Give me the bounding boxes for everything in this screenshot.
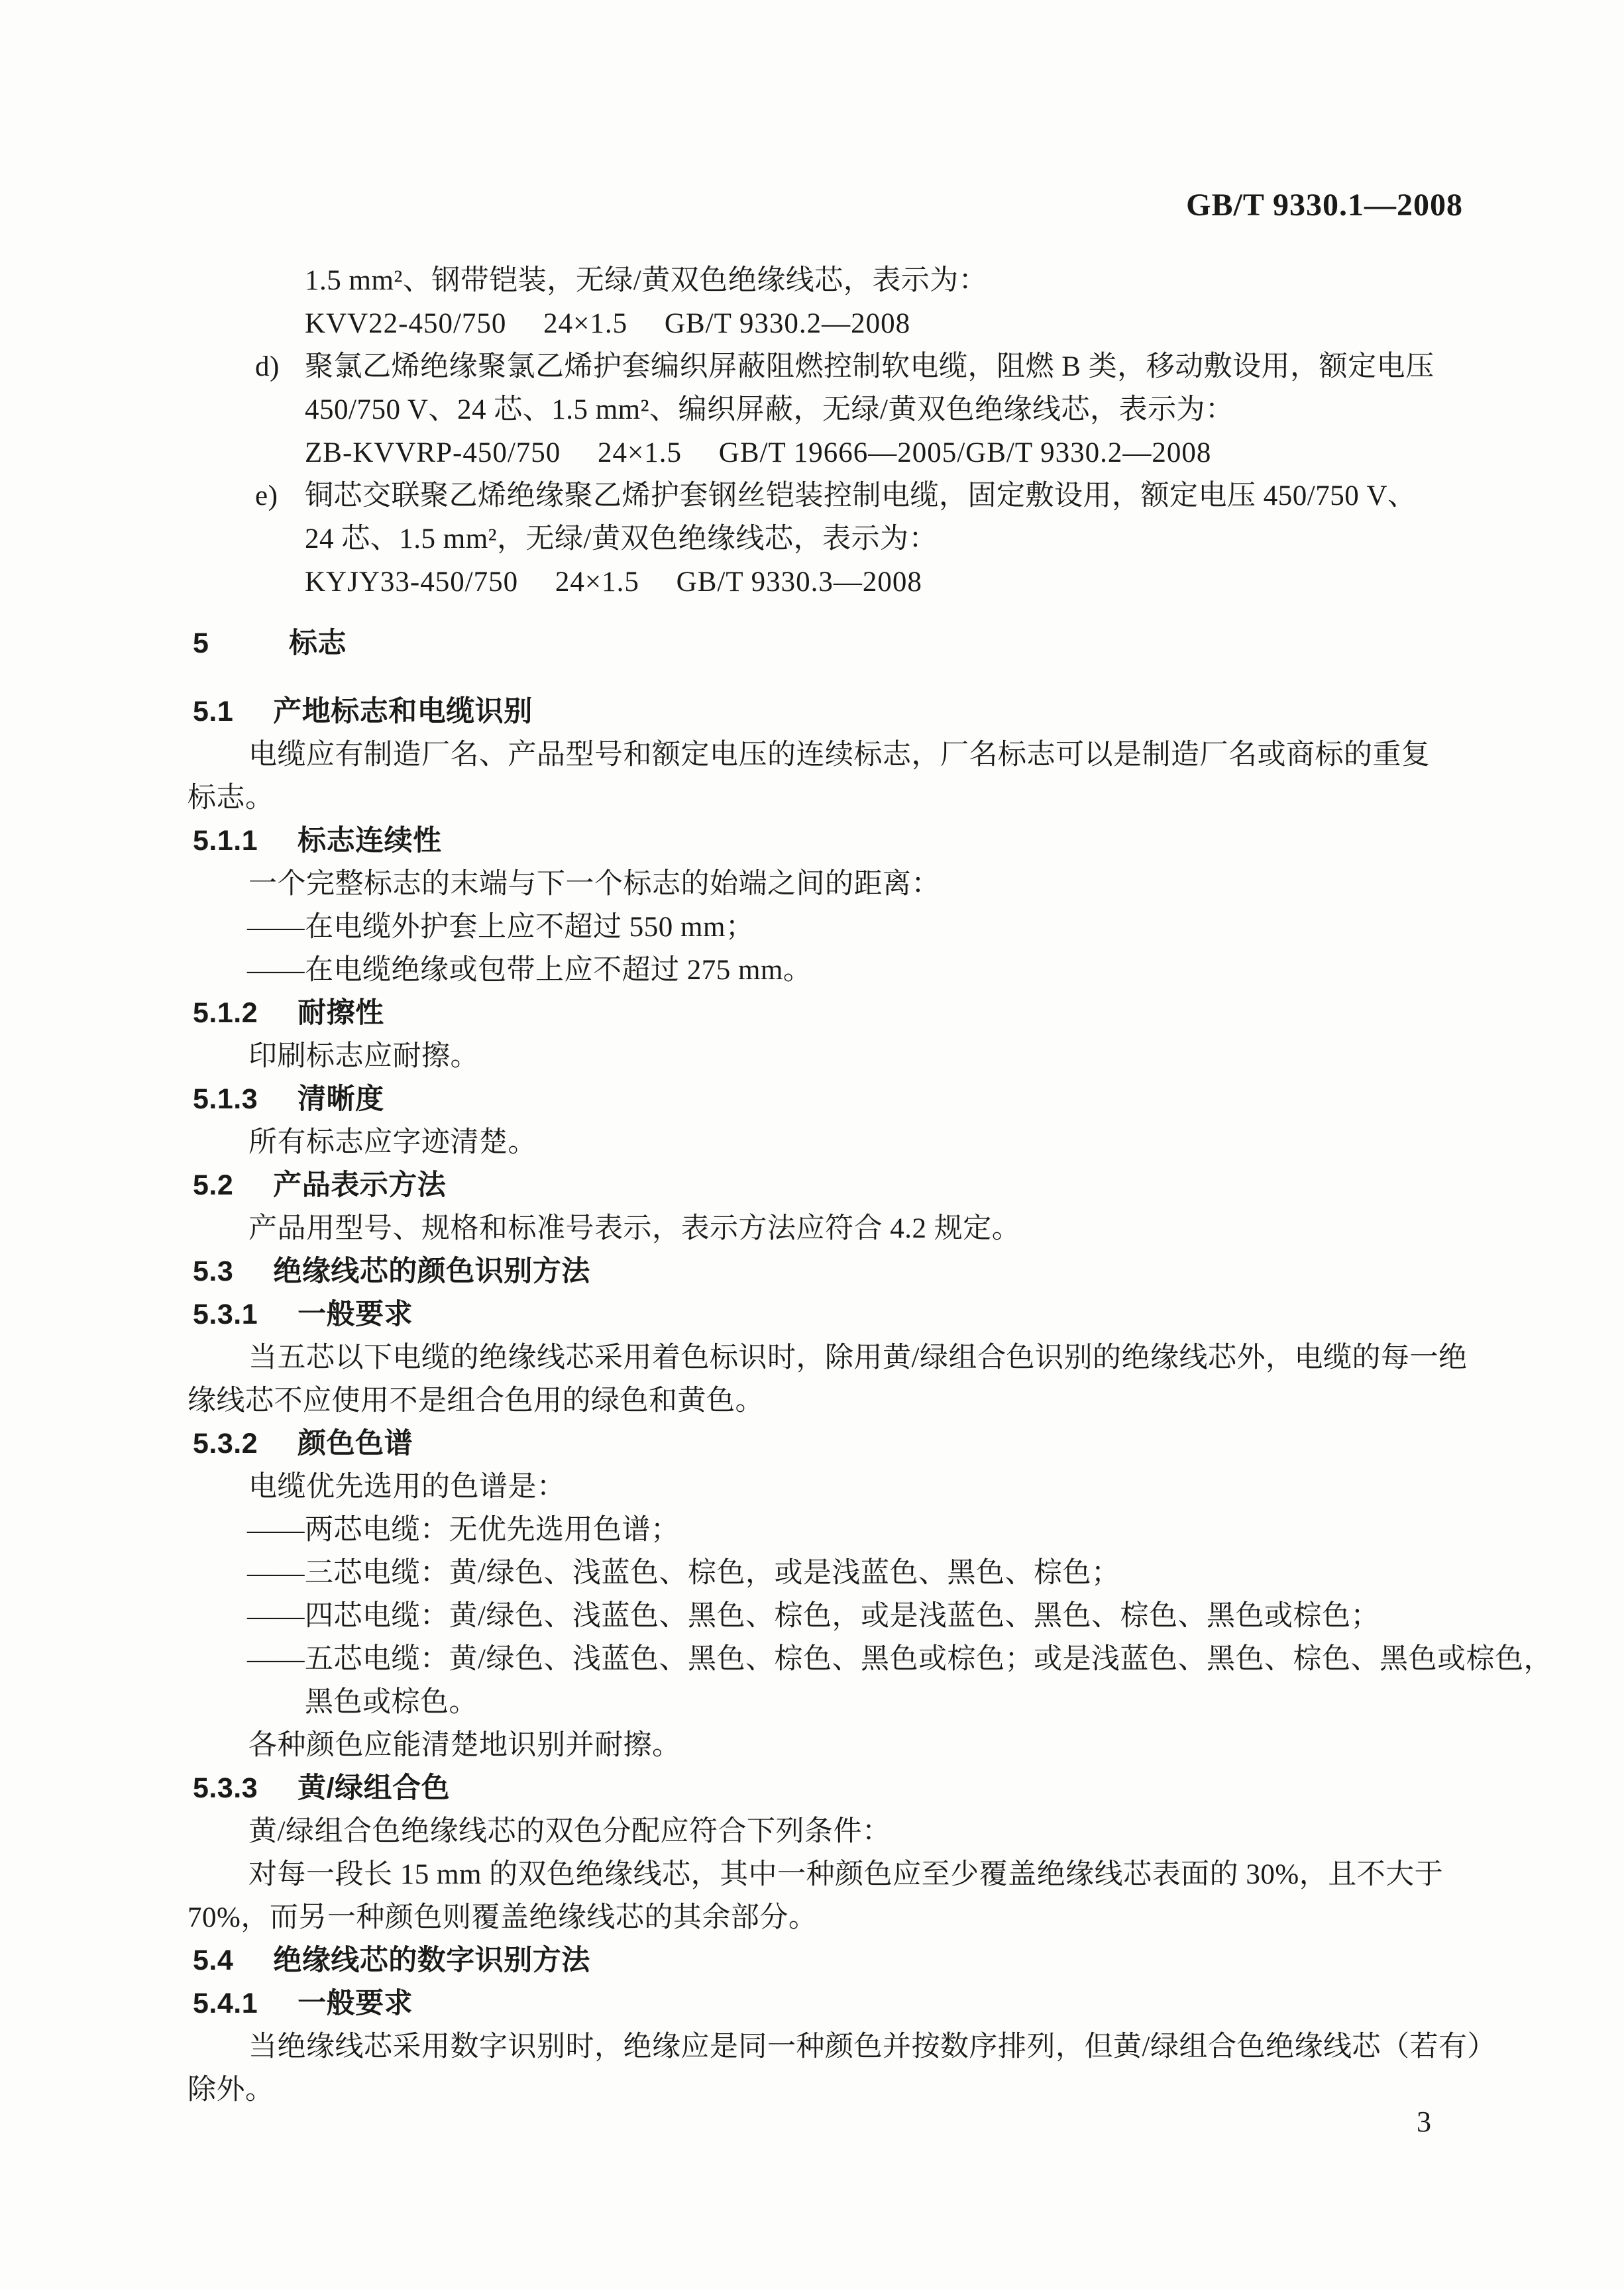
section-heading	[188, 992, 1473, 1035]
heading-number: 5.3.3	[193, 1772, 258, 1804]
heading-title: 一般要求	[298, 1988, 413, 2019]
dash-list-item: ——在电缆外护套上应不超过 550 mm；	[247, 912, 755, 943]
heading-number: 5.4	[193, 1944, 234, 1976]
list-item	[188, 345, 1473, 388]
section-heading	[188, 820, 1473, 863]
paragraph-line: 缘线芯不应使用不是组合色用的绿色和黄色。	[188, 1385, 764, 1416]
heading-title: 产地标志和电缆识别	[273, 696, 533, 727]
section-heading	[188, 1164, 1473, 1207]
paragraph-line: 电缆优先选用的色谱是：	[248, 1471, 566, 1503]
heading-title: 耐擦性	[298, 997, 384, 1029]
heading-title: 清晰度	[298, 1083, 384, 1115]
page-number: 3	[1417, 2105, 1431, 2138]
heading-number: 5.1	[193, 696, 234, 727]
list-item	[188, 474, 1473, 517]
heading-number: 5.3.2	[193, 1428, 258, 1460]
heading-number: 5.1.1	[193, 825, 258, 857]
section-heading	[188, 1767, 1473, 1810]
heading-number: 5.1.3	[193, 1083, 258, 1115]
section-heading	[188, 1422, 1473, 1465]
dash-list-continuation: 黑色或棕色。	[305, 1687, 478, 1718]
cable-designation-line: ZB-KVVRP-450/750 24×1.5 GB/T 19666—2005/GB/T 9330.2—2008	[305, 437, 1212, 468]
paragraph-line: 70%，而另一种颜色则覆盖绝缘线芯的其余部分。	[188, 1902, 818, 1933]
paragraph-line: 当五芯以下电缆的绝缘线芯采用着色标识时，除用黄/绿组合色识别的绝缘线芯外，电缆的每一绝	[248, 1342, 1468, 1373]
list-item-continuation: 1.5 mm²、钢带铠装，无绿/黄双色绝缘线芯，表示为：	[305, 265, 988, 296]
list-item-continuation: 450/750 V、24 芯、1.5 mm²、编织屏蔽，无绿/黄双色绝缘线芯，表示为：	[305, 394, 1234, 425]
heading-title: 标志连续性	[298, 825, 442, 857]
dash-list-item: ——在电缆绝缘或包带上应不超过 275 mm。	[247, 955, 812, 986]
paragraph-line: 黄/绿组合色绝缘线芯的双色分配应符合下列条件：	[248, 1816, 891, 1847]
heading-number: 5.2	[193, 1169, 234, 1201]
heading-title: 绝缘线芯的颜色识别方法	[273, 1255, 590, 1287]
heading-number: 5	[193, 627, 209, 659]
list-item-continuation: 24 芯、1.5 mm²，无绿/黄双色绝缘线芯，表示为：	[305, 523, 938, 555]
section-heading	[188, 622, 1473, 665]
paragraph-line: 印刷标志应耐擦。	[248, 1041, 479, 1072]
dash-list-item: ——五芯电缆：黄/绿色、浅蓝色、黑色、棕色、黑色或棕色；或是浅蓝色、黑色、棕色、黑色或棕色，	[247, 1644, 1552, 1675]
list-text: 聚氯乙烯绝缘聚氯乙烯护套编织屏蔽阻燃控制软电缆，阻燃 B 类，移动敷设用，额定电压	[305, 351, 1435, 382]
paragraph-line: 一个完整标志的末端与下一个标志的始端之间的距离：	[248, 869, 940, 900]
list-text: 铜芯交联聚乙烯绝缘聚乙烯护套钢丝铠装控制电缆，固定敷设用，额定电压 450/750 V、	[305, 480, 1417, 511]
section-heading	[188, 1250, 1473, 1293]
paragraph-line: 标志。	[188, 782, 274, 814]
section-heading	[188, 690, 1473, 733]
cable-designation-line: KVV22-450/750 24×1.5 GB/T 9330.2—2008	[305, 308, 911, 339]
paragraph-line: 电缆应有制造厂名、产品型号和额定电压的连续标志，厂名标志可以是制造厂名或商标的重复	[248, 739, 1431, 771]
heading-title: 黄/绿组合色	[298, 1772, 451, 1804]
heading-number: 5.3	[193, 1255, 234, 1287]
list-marker: d)	[255, 351, 280, 382]
section-heading	[188, 1982, 1473, 2025]
paragraph-line: 对每一段长 15 mm 的双色绝缘线芯，其中一种颜色应至少覆盖绝缘线芯表面的 30%，且不大于	[248, 1859, 1444, 1890]
heading-title: 颜色色谱	[298, 1428, 413, 1460]
section-heading	[188, 1078, 1473, 1121]
heading-title: 绝缘线芯的数字识别方法	[273, 1944, 590, 1976]
dash-list-item: ——三芯电缆：黄/绿色、浅蓝色、棕色，或是浅蓝色、黑色、棕色；	[247, 1558, 1120, 1589]
paragraph-line: 当绝缘线芯采用数字识别时，绝缘应是同一种颜色并按数序排列，但黄/绿组合色绝缘线芯（若有）	[248, 2031, 1496, 2062]
standard-code-header: GB/T 9330.1—2008	[1186, 187, 1463, 223]
paragraph-line: 除外。	[188, 2074, 274, 2105]
dash-list-item: ——四芯电缆：黄/绿色、浅蓝色、黑色、棕色，或是浅蓝色、黑色、棕色、黑色或棕色；	[247, 1601, 1380, 1632]
heading-title: 产品表示方法	[273, 1169, 447, 1201]
paragraph-line: 各种颜色应能清楚地识别并耐擦。	[248, 1730, 681, 1761]
heading-title: 标志	[289, 627, 347, 659]
dash-list-item: ——两芯电缆：无优先选用色谱；	[247, 1515, 680, 1546]
heading-number: 5.1.2	[193, 997, 258, 1029]
heading-number: 5.3.1	[193, 1299, 258, 1330]
section-heading	[188, 1939, 1473, 1982]
section-heading	[188, 1293, 1473, 1336]
document-body	[188, 259, 1552, 2111]
paragraph-line: 所有标志应字迹清楚。	[248, 1127, 537, 1158]
list-marker: e)	[255, 480, 278, 511]
heading-title: 一般要求	[298, 1299, 413, 1330]
cable-designation-line: KYJY33-450/750 24×1.5 GB/T 9330.3—2008	[305, 566, 922, 598]
paragraph-line: 产品用型号、规格和标准号表示，表示方法应符合 4.2 规定。	[248, 1213, 1021, 1244]
heading-number: 5.4.1	[193, 1988, 258, 2019]
